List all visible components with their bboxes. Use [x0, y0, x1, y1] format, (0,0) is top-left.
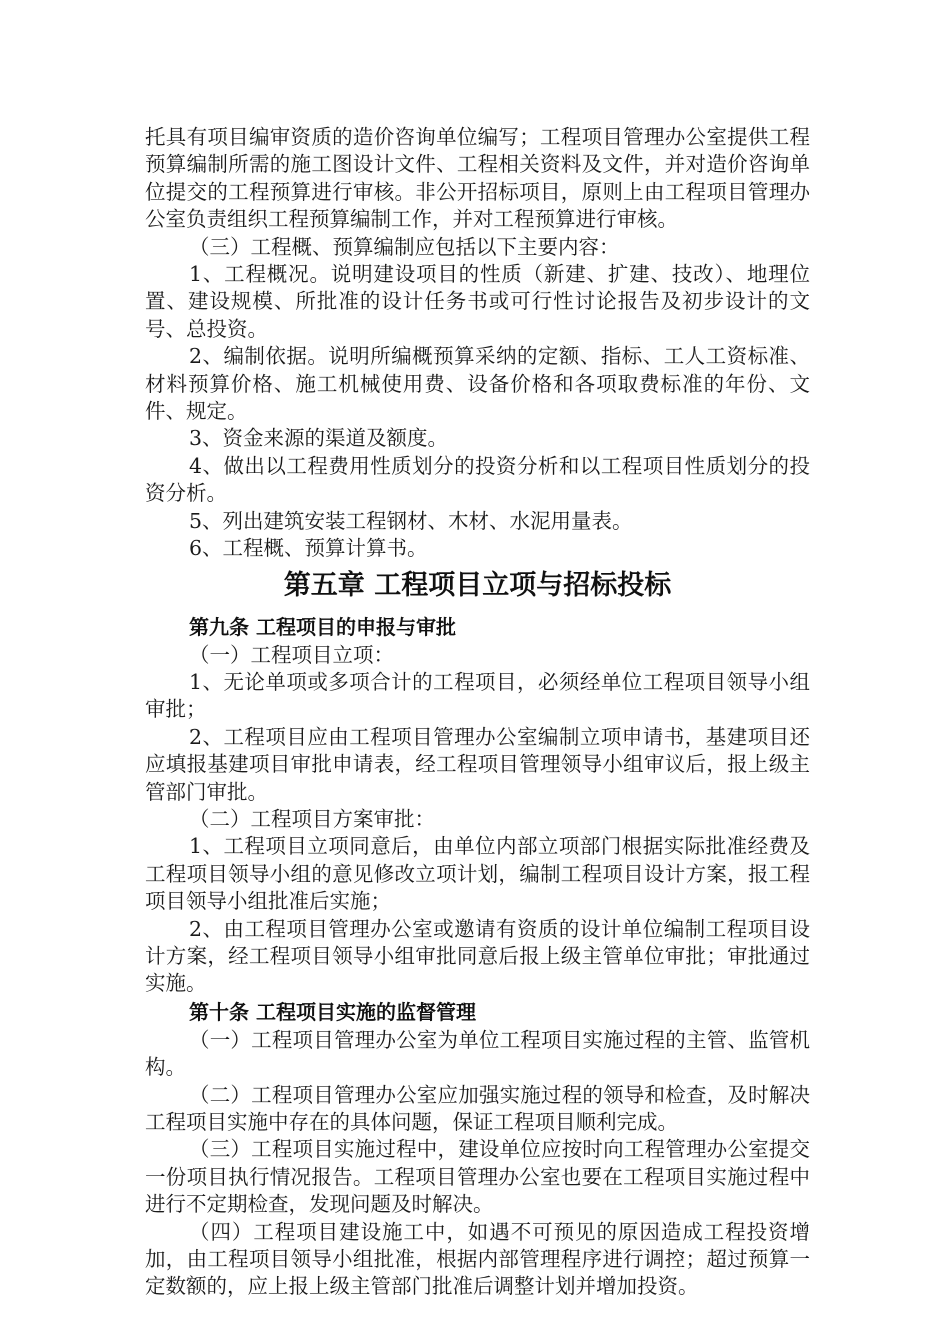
chapter-title: 第五章 工程项目立项与招标投标: [283, 569, 672, 601]
paragraph-item-2: 2、编制依据。说明所编概预算采纳的定额、指标、工人工资标准、材料预算价格、施工机械使用费、设备价格和各项取费标准的年份、文件、规定。: [145, 344, 810, 424]
paragraph-item-3: 3、资金来源的渠道及额度。: [189, 426, 449, 451]
paragraph-heading-three: （三）工程概、预算编制应包括以下主要内容：: [189, 234, 620, 259]
article-10-paragraph: （二）工程项目管理办公室应加强实施过程的领导和检查，及时解决工程项目实施中存在的具体问题，保证工程项目顺利完成。: [145, 1082, 810, 1134]
paragraph-item-6: 6、工程概、预算计算书。: [189, 536, 428, 561]
article-10-paragraph: （一）工程项目管理办公室为单位工程项目实施过程的主管、监管机构。: [145, 1027, 810, 1080]
paragraph-item-5: 5、列出建筑安装工程钢材、木材、水泥用量表。: [189, 508, 633, 533]
article-10-paragraph: （四）工程项目建设施工中，如遇不可预见的原因造成工程投资增加，由工程项目领导小组批准，根据内部管理程序进行调控；超过预算一定数额的，应上报上级主管部门批准后调整计划并增加投资。: [145, 1219, 810, 1299]
article-9-paragraph: （一）工程项目立项：: [189, 642, 394, 667]
article-10-title: 第十条 工程项目实施的监督管理: [189, 999, 476, 1024]
document-page: [145, 124, 810, 1301]
article-9-title: 第九条 工程项目的申报与审批: [189, 614, 456, 639]
article-9-paragraph: 2、工程项目应由工程项目管理办公室编制立项申请书，基建项目还应填报基建项目审批申请表，经工程项目管理领导小组审议后，报上级主管部门审批。: [145, 724, 810, 804]
paragraph-item-1: 1、工程概况。说明建设项目的性质（新建、扩建、技改）、地理位置、建设规模、所批准的设计任务书或可行性讨论报告及初步设计的文号、总投资。: [145, 262, 810, 341]
article-9-paragraph: （二）工程项目方案审批：: [189, 806, 435, 831]
article-9-paragraph: 2、由工程项目管理办公室或邀请有资质的设计单位编制工程项目设计方案，经工程项目领导小组审批同意后报上级主管单位审批；审批通过实施。: [145, 916, 810, 996]
article-10-paragraph: （三）工程项目实施过程中，建设单位应按时向工程管理办公室提交一份项目执行情况报告。工程项目管理办公室也要在工程项目实施过程中进行不定期检查，发现问题及时解决。: [145, 1137, 810, 1217]
article-9-paragraph: 1、无论单项或多项合计的工程项目，必须经单位工程项目领导小组审批；: [145, 669, 810, 722]
paragraph-continuation: 托具有项目编审资质的造价咨询单位编写；工程项目管理办公室提供工程预算编制所需的施工图设计文件、工程相关资料及文件，并对造价咨询单位提交的工程预算进行审核。非公开招标项目，原则上由工程项目管理办公室负责组织工程预算编制工作，并对工程预算进行审核。: [145, 125, 810, 232]
paragraph-item-4: 4、做出以工程费用性质划分的投资分析和以工程项目性质划分的投资分析。: [145, 453, 810, 506]
article-9-paragraph: 1、工程项目立项同意后，由单位内部立项部门根据实际批准经费及工程项目领导小组的意见修改立项计划，编制工程项目设计方案，报工程项目领导小组批准后实施；: [145, 834, 810, 914]
